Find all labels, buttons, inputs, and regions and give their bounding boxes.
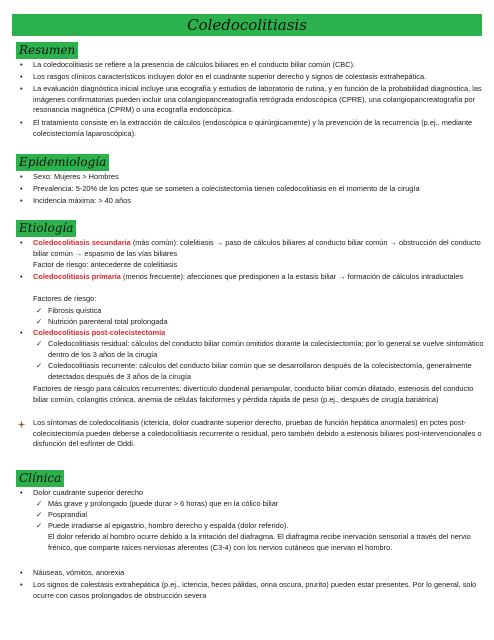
post-colecistectomia-title: Coledocolitiasis post-colecistectomía: [33, 328, 166, 337]
clinica-item: Los signos de colestasis extrahepática (p.ej., ictericia, heces pálidas, orina oscura, prurito) pueden estar presentes. Por lo general, solo ocurre con casos prolongados de obstrucción severa: [33, 580, 477, 600]
secundaria-risk-factor: Factor de riesgo: antecedente de colelitiasis: [33, 260, 178, 269]
sparkle-icon: [17, 420, 26, 429]
resumen-item: El tratamiento consiste en la extracción de cálculos (endoscópica o quirúrgicamente) y la prevención de la recurrencia (p.ej., mediante colecistectomía laparoscópica).: [33, 118, 473, 138]
primaria-text: (menos frecuente): afecciones que predisponen a la estasis biliar → formación de cálculos intraductales: [120, 272, 464, 281]
bullet: •: [20, 580, 23, 589]
check-icon: ✓: [36, 521, 43, 530]
resumen-item: La coledocolitiasis se refiere a la presencia de cálculos biliares en el conducto biliar común (CBC).: [33, 60, 356, 69]
primaria-factor: Nutrición parenteral total prolongada: [48, 317, 168, 326]
section-heading-clinica: Clínica: [16, 470, 64, 487]
resumen-item: La evaluación diagnóstica inicial incluye una ecografía y estudios de laboratorio de rutina, y en función de la probabilidad diagnóstica, las imágenes confirmatorias pueden incluir una colangiopancreatografía retrógrada endoscópica (CPRE), una colangiopancreatografía por resonancia magnética (CPRM) o una ecografía endoscópica.: [33, 84, 482, 115]
bullet: •: [20, 568, 23, 577]
post-item: Coledocolitiasis residual: cálculos del conducto biliar común omitidos durante la colecistectomía; por lo general se vuelve sintomático dentro de los 3 años de la cirugía: [48, 339, 484, 359]
check-icon: ✓: [36, 510, 43, 519]
title-banner: [12, 14, 482, 36]
secundaria-text: (más común): colelitiasis → paso de cálculos biliares al conducto biliar común → obstrucción del conducto biliar común → espasmo de las vías biliares: [33, 238, 481, 258]
primaria-factors-label: Factores de riesgo:: [33, 294, 97, 303]
secundaria-title: Coledocolitiasis secundaria: [33, 238, 131, 247]
dolor-item: Puede irradiarse al epigastrio, hombro derecho y espalda (dolor referido).: [48, 521, 289, 530]
bullet: •: [20, 328, 23, 337]
bullet: •: [20, 118, 23, 127]
section-heading-epidemiologia: Epidemiología: [16, 154, 109, 171]
etiologia-primaria: [33, 272, 483, 283]
epidemiologia-item: Incidencia máxima: > 40 años: [33, 196, 131, 205]
check-icon: ✓: [36, 339, 43, 348]
bullet: •: [20, 238, 23, 247]
check-icon: ✓: [36, 361, 43, 370]
page-title: Coledocolitiasis: [187, 16, 307, 34]
section-heading-etiologia: Etiología: [16, 220, 76, 237]
check-icon: ✓: [36, 499, 43, 508]
check-icon: ✓: [36, 306, 43, 315]
section-heading-resumen: Resumen: [16, 42, 78, 59]
epidemiologia-item: Prevalencia: 5-20% de los pctes que se someten a colecistectomía tienen coledocolitiasis en el momento de la cirugía: [33, 184, 420, 193]
primaria-title: Coledocolitiasis primaria: [33, 272, 121, 281]
bullet: •: [20, 272, 23, 281]
bullet: •: [20, 184, 23, 193]
dolor-note: El dolor referido al hombro ocurre debido a la irritación del diafragma. El diafragma recibe inervación sensorial a través del nervio frénico, que comparte raíces nerviosas aferentes (C3-4) con los nervios cutáneos que inervan el hombro.: [48, 532, 471, 552]
bullet: •: [20, 172, 23, 181]
dolor-item: Más grave y prolongado (puede durar > 6 horas) que en la cólico biliar: [48, 499, 279, 508]
dolor-item: Posprandial: [48, 510, 88, 519]
post-risk-factors: Factores de riesgo para cálculos recurrentes: divertículo duodenal periampular, conducto biliar común dilatado, estenosis del conducto biliar común, colangitis crónica, anemia de células falciformes y pérdida rápida de peso (p.ej., después de cirugía bariátrica): [33, 384, 474, 404]
bullet: •: [20, 196, 23, 205]
etiologia-note: Los síntomas de coledocolitiasis (ictericia, dolor cuadrante superior derecho, pruebas de función hepática anormales) en pctes post-colecistectomía pueden deberse a coledocolitiasis recurrente o residual, pero también debido a estenosis biliares post-intervencionales o disfunción del esfínter de Oddi.: [33, 418, 482, 449]
epidemiologia-item: Sexo: Mujeres > Hombres: [33, 172, 119, 181]
primaria-factor: Fibrosis quística: [48, 306, 102, 315]
bullet: •: [20, 488, 23, 497]
bullet: •: [20, 84, 23, 93]
bullet: •: [20, 60, 23, 69]
clinica-item: Náuseas, vómitos, anorexia: [33, 568, 125, 577]
bullet: •: [20, 72, 23, 81]
resumen-item: Los rasgos clínicos característicos incluyen dolor en el cuadrante superior derecho y signos de colestasis extrahepática.: [33, 72, 427, 81]
etiologia-secundaria: [33, 238, 483, 259]
clinica-dolor: Dolor cuadrante superior derecho: [33, 488, 144, 497]
check-icon: ✓: [36, 317, 43, 326]
post-item: Coledocolitiasis recurrente: cálculos del conducto biliar común que se desarrollaron después de la colecistectomía, generalmente detectados después de 3 años de la cirugía: [48, 361, 472, 381]
